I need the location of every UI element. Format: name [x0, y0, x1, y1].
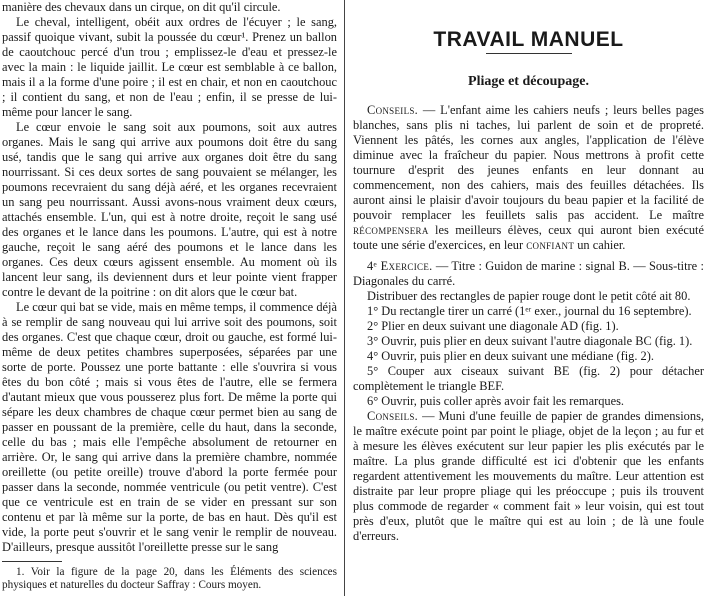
- paragraph: manière des chevaux dans un cirque, on dit qu'il circule.: [2, 0, 281, 14]
- step: 5° Couper aux ciseaux suivant BE (fig. 2) pour détacher complètement le triangle BEF.: [353, 364, 704, 393]
- intro-confiant: confiant: [526, 238, 575, 252]
- step: 1° Du rectangle tirer un carré (1ᵉʳ exer., journal du 16 septembre).: [367, 304, 692, 318]
- exercise-lead: 4ᵉ Exercice.: [367, 259, 433, 273]
- advice-text: — Muni d'une feuille de papier de grandes dimensions, le maître exécute point par point le pliage, objet de la leçon ; au fur et à mesure les élèves exécutent sur leur papier les plis exécutés par le maître. La plus grande difficulté est ici d'obtenir que les enfants regardent attentivement les mouvements du maître. Leur attention est distraite par leur propre pliage qui les préoccupe ; puis ils trouvent plus commode de regarder « comment fait » leur voisin, qui est tout près d'eux, plutôt que le maître qui est au loin ; de là une foule d'erreurs.: [353, 409, 704, 543]
- intro-lead: Conseils.: [367, 103, 419, 117]
- footnote: 1. Voir la figure de la page 20, dans les Éléments des sciences physiques et naturelles du docteur Saffray : Cours moyen.: [2, 566, 337, 591]
- right-column: [353, 0, 704, 596]
- left-column: [2, 0, 337, 596]
- footnote-rule: [2, 561, 62, 562]
- title-rule: [486, 53, 572, 54]
- exercise-paragraph: [353, 259, 704, 289]
- intro-text-3: un cahier.: [574, 238, 626, 252]
- paragraph: Le cœur envoie le sang soit aux poumons, soit aux autres organes. Mais le sang qui arrive aux poumons doit être du sang usé, tandis que le sang qui arrive aux organes doit être du sang nourrissant. Si ces deux sortes de sang pouvaient se mélanger, les poumons recevraient du sang déjà aéré, et les organes recevraient un sang peu nourrissant. Aussi avons-nous vraiment deux cœurs, attachés ensemble. L'un, qui est à notre droite, reçoit le sang usé des organes et le lance dans les poumons. L'autre, qui est à notre gauche, reçoit le sang aéré des poumons et le lance dans les organes. Ces deux cœurs agissent ensemble. Au moment où ils lancent leur sang, ils deviennent durs et leur pointe vient frapper contre le devant de la poitrine : on dit alors que le cœur bat.: [2, 120, 337, 299]
- intro-text-2: les meilleurs élèves, ceux qui auront bien exécuté toute une série d'exercices, en leur: [353, 223, 704, 252]
- paragraph: Le cœur qui bat se vide, mais en même temps, il commence déjà à se remplir de sang nouveau qui lui arrive soit des poumons, soit des organes. C'est que chaque cœur, droit ou gauche, est formé lui-même de deux petites chambres superposées, séparées par une sorte de porte. Poussez une porte battante : elle s'ouvrira si vous êtes du bon côté ; mais si vous êtes de l'autre, elle se fermera d'autant mieux que vous pousserez plus fort. De même la porte qui sépare les deux chambres de chaque cœur permet bien au sang de passer en poussant de la première, celle du haut, dans la seconde, celle du bas ; mais elle l'empêche absolument de retourner en arrière. Or, le sang qui arrive dans la première chambre, nommée oreillette (ou petite oreille) trouve d'abord la porte fermée pour passer dans la seconde, nommée ventricule (ou petit ventre). C'est que ce ventricule est en train de se vider en pressant sur son contenu et par là même sur la porte, de bas en haut. Dès qu'il est vide, la porte peut s'ouvrir et le sang venir le remplir de nouveau. D'ailleurs, presque aussitôt l'oreillette presse sur le sang: [2, 300, 337, 554]
- intro-paragraph: [353, 103, 704, 253]
- step: 4° Ouvrir, puis plier en deux suivant une médiane (fig. 2).: [367, 349, 654, 363]
- step: Distribuer des rectangles de papier rouge dont le petit côté ait 80.: [367, 289, 691, 303]
- section-title: TRAVAIL MANUEL: [433, 28, 624, 51]
- step: 3° Ouvrir, puis plier en deux suivant l'autre diagonale BC (fig. 1).: [367, 334, 693, 348]
- advice-paragraph: [353, 409, 704, 544]
- exercise-text: — Titre : Guidon de marine : signal B. — Sous-titre : Diagonales du carré.: [353, 259, 704, 288]
- step: 2° Plier en deux suivant une diagonale AD (fig. 1).: [367, 319, 619, 333]
- intro-text-1: — L'enfant aime les cahiers neufs ; leurs belles pages blanches, sans plis ni taches, lui parlent de soin et de propreté. Viennent les pâtés, les cornes aux angles, l'application de l'élève diminue avec la fraîcheur du papier. Nous mettrons à profit cette tournure d'esprit des jeunes enfants en leur donnant au commencement, non des cahiers, mais des feuilles détachées. Ils auront ainsi le plaisir d'avoir toujours du beau papier et la facilité de pouvoir remplacer les feuillets salis pas accident. Le maître: [353, 103, 704, 222]
- section-subtitle: Pliage et découpage.: [468, 74, 589, 89]
- advice-lead: Conseils.: [367, 409, 419, 423]
- step: 6° Ouvrir, puis coller après avoir fait les remarques.: [367, 394, 625, 408]
- paragraph: Le cheval, intelligent, obéit aux ordres de l'écuyer ; le sang, passif quoique vivant, subit la poussée du cœur¹. Prenez un ballon de caoutchouc percé d'un trou ; emplissez-le d'eau et pressez-le avec la main : le liquide jaillit. Le cœur est semblable à ce ballon, mais il a la forme d'une poire ; il est en chair, et non en caoutchouc ; il contient du sang, et non de l'eau ; enfin, il se presse de lui-même pour lancer le sang.: [2, 15, 337, 119]
- intro-recompensera: récompensera: [353, 223, 429, 237]
- column-divider: [344, 0, 345, 596]
